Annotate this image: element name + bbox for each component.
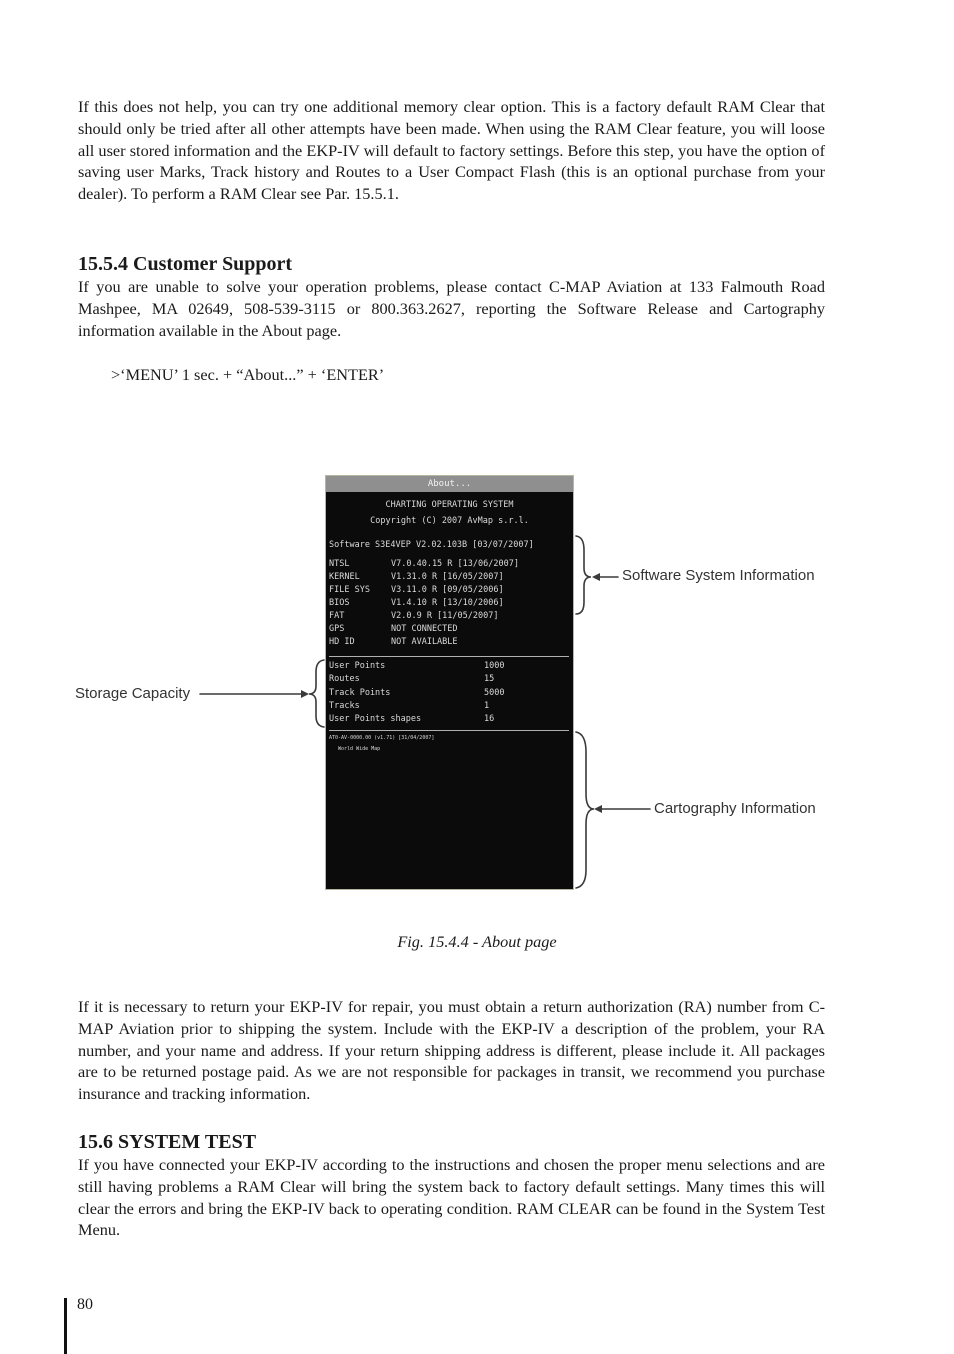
system-value: NOT AVAILABLE: [391, 637, 458, 647]
system-value: V1.31.0 R [16/05/2007]: [391, 572, 504, 582]
screen-header-line: CHARTING OPERATING SYSTEM: [385, 500, 514, 510]
cartography-brace: [576, 732, 594, 888]
storage-value: 1000: [484, 661, 505, 671]
arrow-head-icon: [301, 690, 309, 698]
cartography-callout: Cartography Information: [654, 800, 816, 817]
page-margin-rule: [64, 1298, 67, 1354]
system-value: NOT CONNECTED: [391, 624, 458, 634]
storage-label: Routes: [329, 674, 360, 684]
software-brace: [576, 536, 591, 614]
storage-callout: Storage Capacity: [75, 685, 191, 702]
storage-label: Tracks: [329, 701, 360, 711]
software-callout: Software System Information: [622, 567, 815, 584]
system-label: BIOS: [329, 598, 350, 608]
system-value: V2.0.9 R [11/05/2007]: [391, 611, 499, 621]
system-label: FAT: [329, 611, 345, 621]
system-label: KERNEL: [329, 572, 360, 582]
system-label: GPS: [329, 624, 345, 634]
storage-brace: [309, 660, 324, 727]
system-test-heading: 15.6 SYSTEM TEST: [78, 1131, 257, 1153]
arrow-head-icon: [594, 805, 602, 813]
repair-paragraph: If it is necessary to return your EKP-IV for repair, you must obtain a return authorization (RA) number from C-MAP Aviation prior to shipping the system. Include with the EKP-IV a description of the problem, your RA number, and your name and address. If your return shipping address is different, please include it. All packages are to be returned postage paid. As we are not responsible for packages in transit, we recommend you purchase insurance and tracking information.: [78, 997, 825, 1104]
storage-value: 1: [484, 701, 490, 711]
system-label: NTSL: [329, 559, 350, 569]
customer-support-paragraph: If you are unable to solve your operation problems, please contact C-MAP Aviation at 133 Falmouth Road Mashpee, MA 02649, 508-539-3115 or 800.363.2627, reporting the Software Release and Cartography information available in the About page.: [78, 277, 825, 340]
storage-value: 16: [484, 714, 495, 724]
about-page-command: >‘MENU’ 1 sec. + “About...” + ‘ENTER’: [111, 365, 385, 384]
system-value: V7.0.40.15 R [13/06/2007]: [391, 559, 519, 569]
intro-paragraph: If this does not help, you can try one additional memory clear option. This is a factory default RAM Clear that should only be tried after all other attempts have been made. When using the RAM Clear feature, you will loose all user stored information and the EKP-IV will default to factory settings. Before this step, you have the option of saving user Marks, Track history and Routes to a User Compact Flash (this is an optional purchase from your dealer). To perform a RAM Clear see Par. 15.5.1.: [78, 97, 825, 204]
cartography-line: World Wide Map: [338, 746, 381, 752]
storage-label: User Points shapes: [329, 714, 422, 724]
system-label: FILE SYS: [329, 585, 370, 595]
storage-value: 15: [484, 674, 495, 684]
figure-caption: Fig. 15.4.4 - About page: [397, 932, 557, 951]
storage-label: User Points: [329, 661, 386, 671]
page-number: 80: [77, 1296, 93, 1313]
system-label: HD ID: [329, 637, 355, 647]
cartography-line: AT0-AV-0000.00 (v1.71) [31/04/2007]: [329, 735, 435, 741]
storage-label: Track Points: [329, 688, 391, 698]
customer-support-heading: 15.5.4 Customer Support: [78, 253, 293, 275]
screen-header-line: Copyright (C) 2007 AvMap s.r.l.: [370, 516, 529, 526]
storage-value: 5000: [484, 688, 505, 698]
system-value: V1.4.10 R [13/10/2006]: [391, 598, 504, 608]
system-value: V3.11.0 R [09/05/2006]: [391, 585, 504, 595]
screen-title: About...: [326, 476, 573, 492]
software-line: Software S3E4VEP V2.02.103B [03/07/2007]: [329, 540, 534, 550]
system-test-paragraph: If you have connected your EKP-IV according to the instructions and chosen the proper menu selections and are still having problems a RAM Clear will bring the system back to factory default settings. Many times this will clear the errors and bring the EKP-IV back to operating condition. RAM CLEAR can be found in the System Test Menu.: [78, 1155, 825, 1240]
arrow-head-icon: [592, 573, 600, 581]
